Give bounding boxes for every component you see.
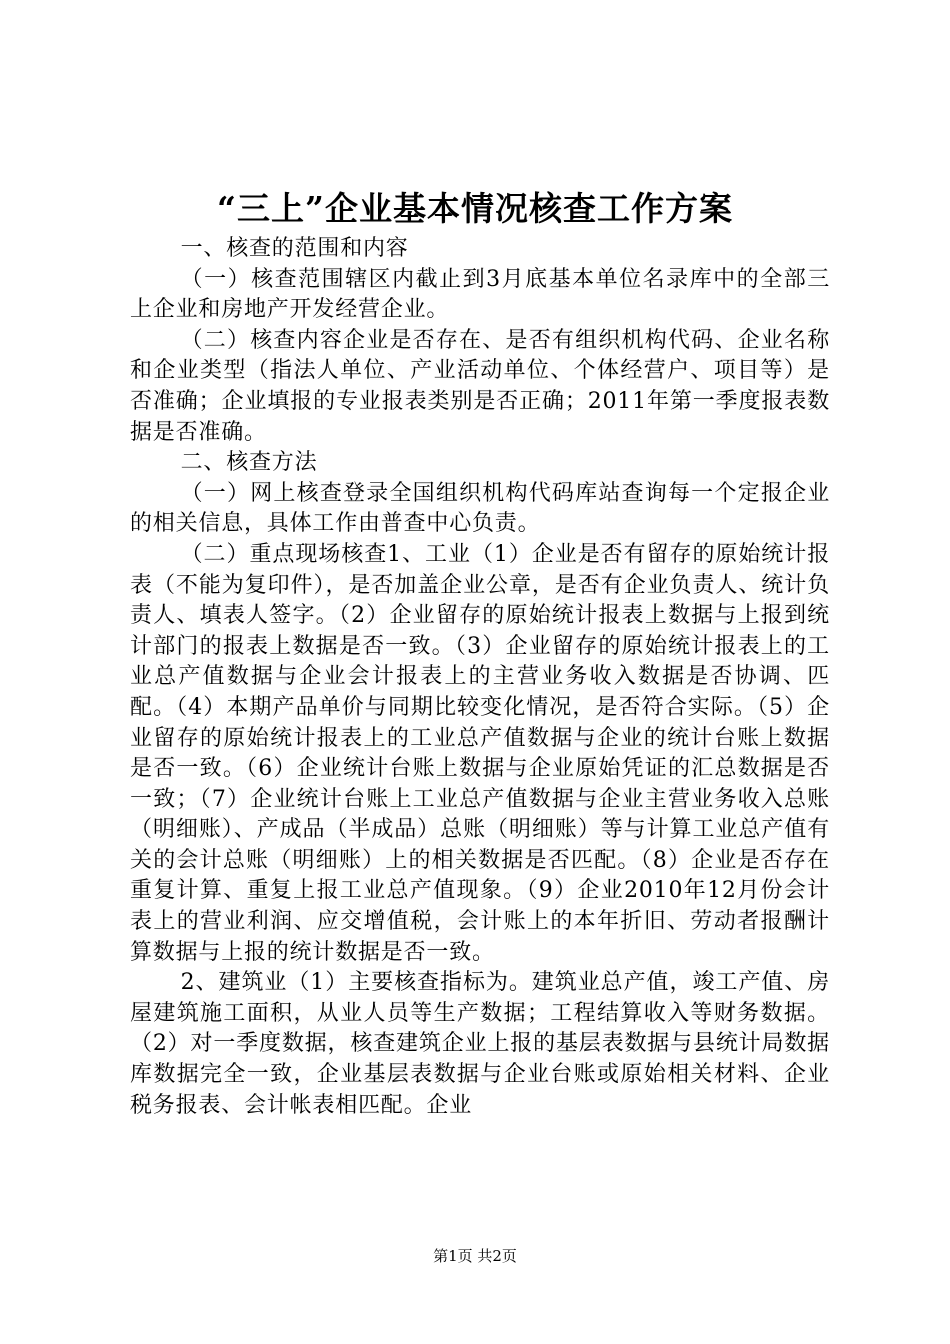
- paragraph-onsite-industry: （二）重点现场核查1、工业（1）企业是否有留存的原始统计报表（不能为复印件），是否加盖企业公章，是否有企业负责人、统计负责人、填表人签字。（2）企业留存的原始统计报表上数据与上报到统计部门的报表上数据是否一致。（3）企业留存的原始统计报表上的工业总产值数据与企业会计报表上的主营业务收入数据是否协调、匹配。（4）本期产品单价与同期比较变化情况，是否符合实际。（5）企业留存的原始统计报表上的工业总产值数据与企业的统计台账上数据是否一致。（6）企业统计台账上数据与企业原始凭证的汇总数据是否一致；（7）企业统计台账上工业总产值数据与企业主营业务收入总账（明细账）、产成品（半成品）总账（明细账）等与计算工业总产值有关的会计总账（明细账）上的相关数据是否匹配。（8）企业是否存在重复计算、重复上报工业总产值现象。（9）企业2010年12月份会计表上的营业利润、应交增值税，会计账上的本年折旧、劳动者报酬计算数据与上报的统计数据是否一致。: [130, 541, 830, 965]
- page-footer: 第1页 共2页: [433, 1247, 517, 1265]
- document-body: [130, 234, 830, 1121]
- paragraph-online-check: （一）网上核查登录全国组织机构代码库站查询每一个定报企业的相关信息，具体工作由普查中心负责。: [130, 480, 830, 537]
- section-heading-scope: 一、核查的范围和内容: [180, 236, 409, 261]
- paragraph-scope-content: （二）核查内容企业是否存在、是否有组织机构代码、企业名称和企业类型（指法人单位、产业活动单位、个体经营户、项目等）是否准确；企业填报的专业报表类别是否正确；2011年第一季度报表数据是否准确。: [130, 327, 830, 445]
- paragraph-scope-range: （一）核查范围辖区内截止到3月底基本单位名录库中的全部三上企业和房地产开发经营企业。: [130, 266, 830, 323]
- paragraph-construction: 2、建筑业（1）主要核查指标为。建筑业总产值，竣工产值、房屋建筑施工面积，从业人员等生产数据；工程结算收入等财务数据。（2）对一季度数据，核查建筑企业上报的基层表数据与县统计局数据库数据完全一致，企业基层表数据与企业台账或原始相关材料、企业税务报表、会计帐表相匹配。企业: [130, 970, 830, 1118]
- section-heading-method: 二、核查方法: [180, 450, 318, 476]
- document-title: “三上”企业基本情况核查工作方案: [217, 189, 733, 228]
